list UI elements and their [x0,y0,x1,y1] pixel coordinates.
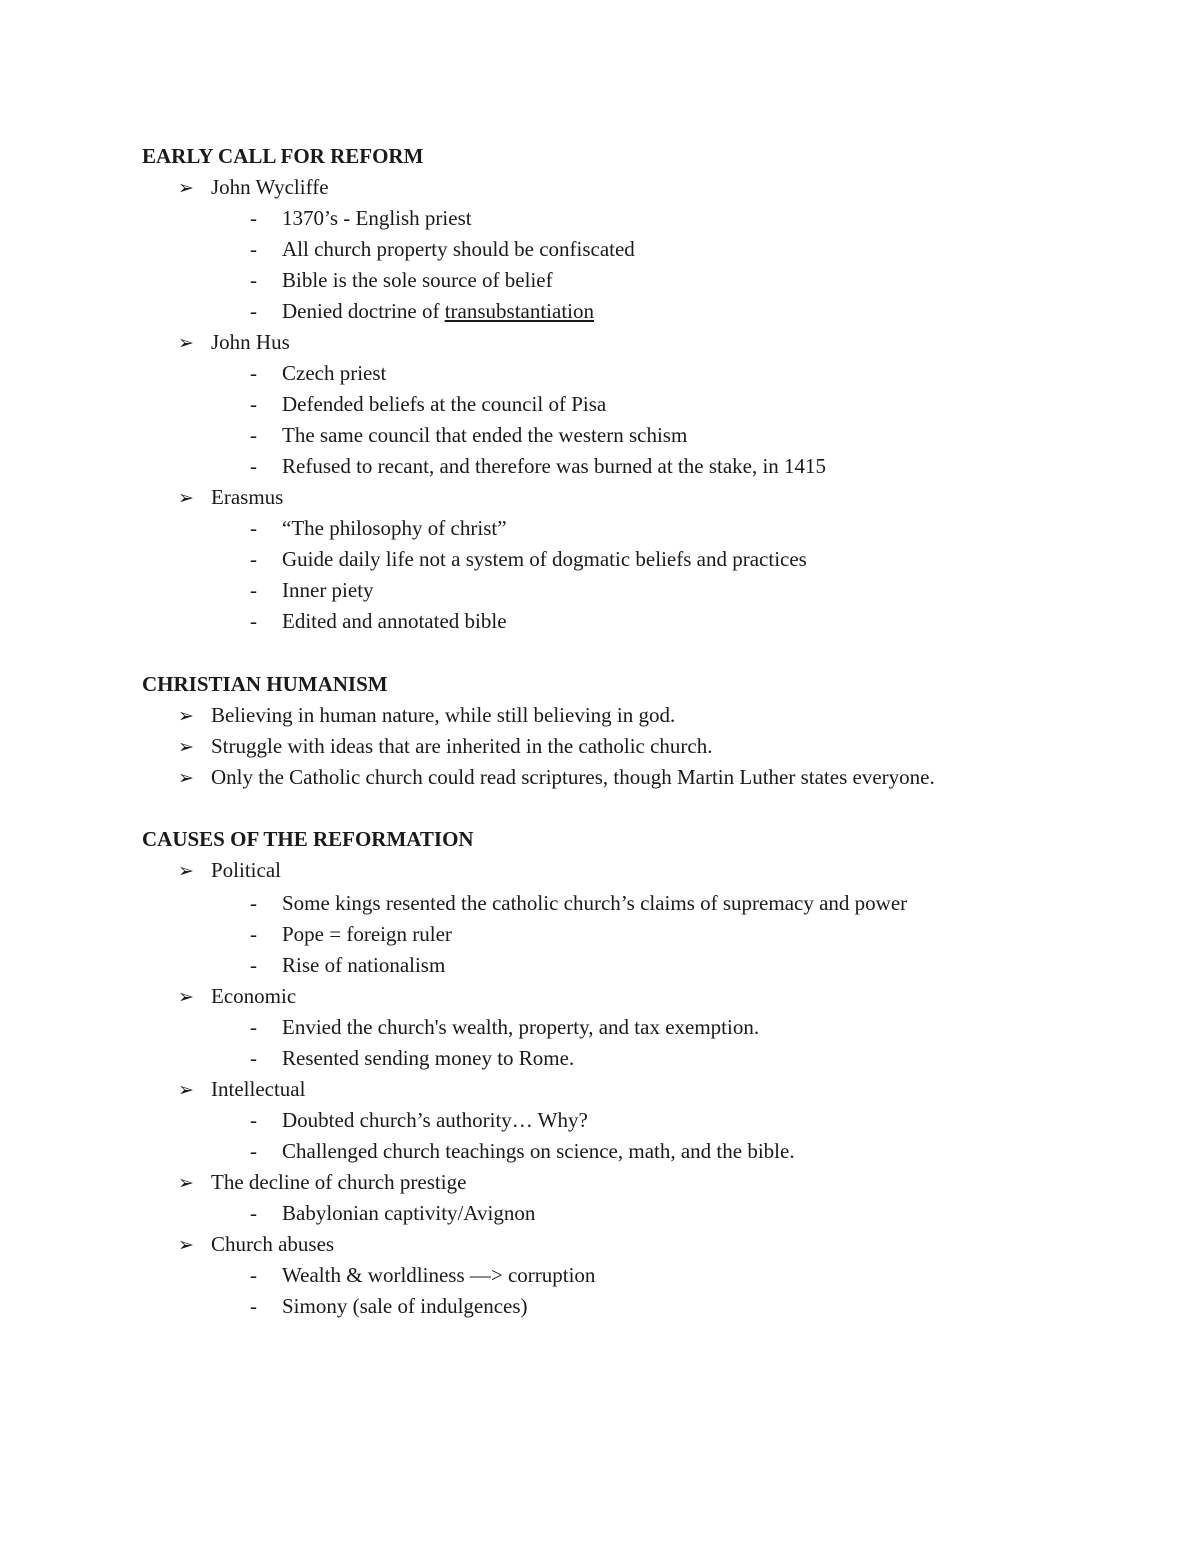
bullet-item [178,1229,334,1260]
bullet-label: Believing in human nature, while still believing in god. [211,703,676,727]
dash-icon: - [250,1139,257,1163]
dash-icon: - [250,578,257,602]
sub-label: Pope = foreign ruler [282,922,452,946]
bullet-item [178,172,329,203]
bullet-item [178,1167,466,1198]
sub-label: Simony (sale of indulgences) [282,1294,528,1318]
sub-label: Some kings resented the catholic church’s claims of supremacy and power [282,891,908,915]
dash-icon: - [250,922,257,946]
dash-icon: - [250,454,257,478]
arrow-bullet-icon: ➢ [178,1235,194,1256]
bullet-item [178,731,713,762]
sub-item [250,451,826,482]
dash-icon: - [250,1263,257,1287]
arrow-bullet-icon: ➢ [178,706,194,727]
section-heading: CHRISTIAN HUMANISM [142,672,388,696]
sub-item [250,1105,588,1136]
bullet-item [178,482,283,513]
dash-icon: - [250,609,257,633]
sub-label-prefix: Denied doctrine of [282,299,445,323]
arrow-bullet-icon: ➢ [178,1080,194,1101]
sub-label: Refused to recant, and therefore was burned at the stake, in 1415 [282,454,827,478]
section-heading: EARLY CALL FOR REFORM [142,144,424,168]
sub-label: Babylonian captivity/Avignon [282,1201,536,1225]
sub-item [250,420,687,451]
dash-icon: - [250,423,257,447]
sub-label: Inner piety [282,578,374,602]
sub-label: Envied the church's wealth, property, and tax exemption. [282,1015,760,1039]
bullet-item [178,855,281,886]
sub-item [250,1198,535,1229]
sub-label: The same council that ended the western schism [282,423,688,447]
sub-item [250,575,374,606]
bullet-label: The decline of church prestige [211,1170,467,1194]
bullet-label: Erasmus [211,485,284,509]
sub-label: Rise of nationalism [282,953,446,977]
dash-icon: - [250,1046,257,1070]
sub-label: Challenged church teachings on science, math, and the bible. [282,1139,795,1163]
sub-item [250,950,445,981]
bullet-label: Only the Catholic church could read scriptures, though Martin Luther states everyone. [211,765,935,789]
dash-icon: - [250,1108,257,1132]
arrow-bullet-icon: ➢ [178,768,194,789]
sub-item [250,389,606,420]
bullet-label: Struggle with ideas that are inherited in the catholic church. [211,734,713,758]
arrow-bullet-icon: ➢ [178,861,194,882]
sub-item [250,1012,759,1043]
arrow-bullet-icon: ➢ [178,1173,194,1194]
sub-item [250,203,472,234]
sub-item [250,358,386,389]
dash-icon: - [250,516,257,540]
bullet-label: Economic [211,984,297,1008]
sub-item [250,919,452,950]
sub-item [250,234,635,265]
dash-icon: - [250,361,257,385]
bullet-item [178,327,290,358]
sub-item [250,265,553,296]
sub-label: Bible is the sole source of belief [282,268,553,292]
sub-label: “The philosophy of christ” [282,516,507,540]
bullet-label: Intellectual [211,1077,306,1101]
sub-label: All church property should be confiscated [282,237,635,261]
bullet-label: John Hus [211,330,290,354]
bullet-item [178,981,296,1012]
bullet-item [178,1074,305,1105]
dash-icon: - [250,1015,257,1039]
arrow-bullet-icon: ➢ [178,737,194,758]
dash-icon: - [250,1201,257,1225]
sub-label: Edited and annotated bible [282,609,507,633]
sub-label: 1370’s - English priest [282,206,472,230]
sub-item [250,1043,574,1074]
arrow-bullet-icon: ➢ [178,333,194,354]
sub-item [250,1136,795,1167]
sub-label: Resented sending money to Rome. [282,1046,575,1070]
sub-item [250,296,594,327]
sub-label: Wealth & worldliness —> corruption [282,1263,596,1287]
sub-label: Guide daily life not a system of dogmatic beliefs and practices [282,547,807,571]
dash-icon: - [250,392,257,416]
sub-item [250,606,507,637]
bullet-label: Political [211,858,281,882]
dash-icon: - [250,268,257,292]
underlined-term: transubstantiation [444,299,595,323]
bullet-label: John Wycliffe [211,175,329,199]
section-heading: CAUSES OF THE REFORMATION [142,827,474,851]
dash-icon: - [250,299,257,323]
sub-item [250,1260,595,1291]
bullet-label: Church abuses [211,1232,335,1256]
arrow-bullet-icon: ➢ [178,178,194,199]
sub-label: Doubted church’s authority… Why? [282,1108,588,1132]
sub-item [250,544,807,575]
dash-icon: - [250,237,257,261]
sub-label: Czech priest [282,361,387,385]
sub-item [250,513,507,544]
dash-icon: - [250,547,257,571]
bullet-item [178,762,935,793]
dash-icon: - [250,953,257,977]
dash-icon: - [250,891,257,915]
sub-item [250,1291,528,1322]
arrow-bullet-icon: ➢ [178,488,194,509]
bullet-item [178,700,675,731]
arrow-bullet-icon: ➢ [178,987,194,1008]
dash-icon: - [250,206,257,230]
sub-label: Defended beliefs at the council of Pisa [282,392,607,416]
sub-item [250,888,907,919]
dash-icon: - [250,1294,257,1318]
